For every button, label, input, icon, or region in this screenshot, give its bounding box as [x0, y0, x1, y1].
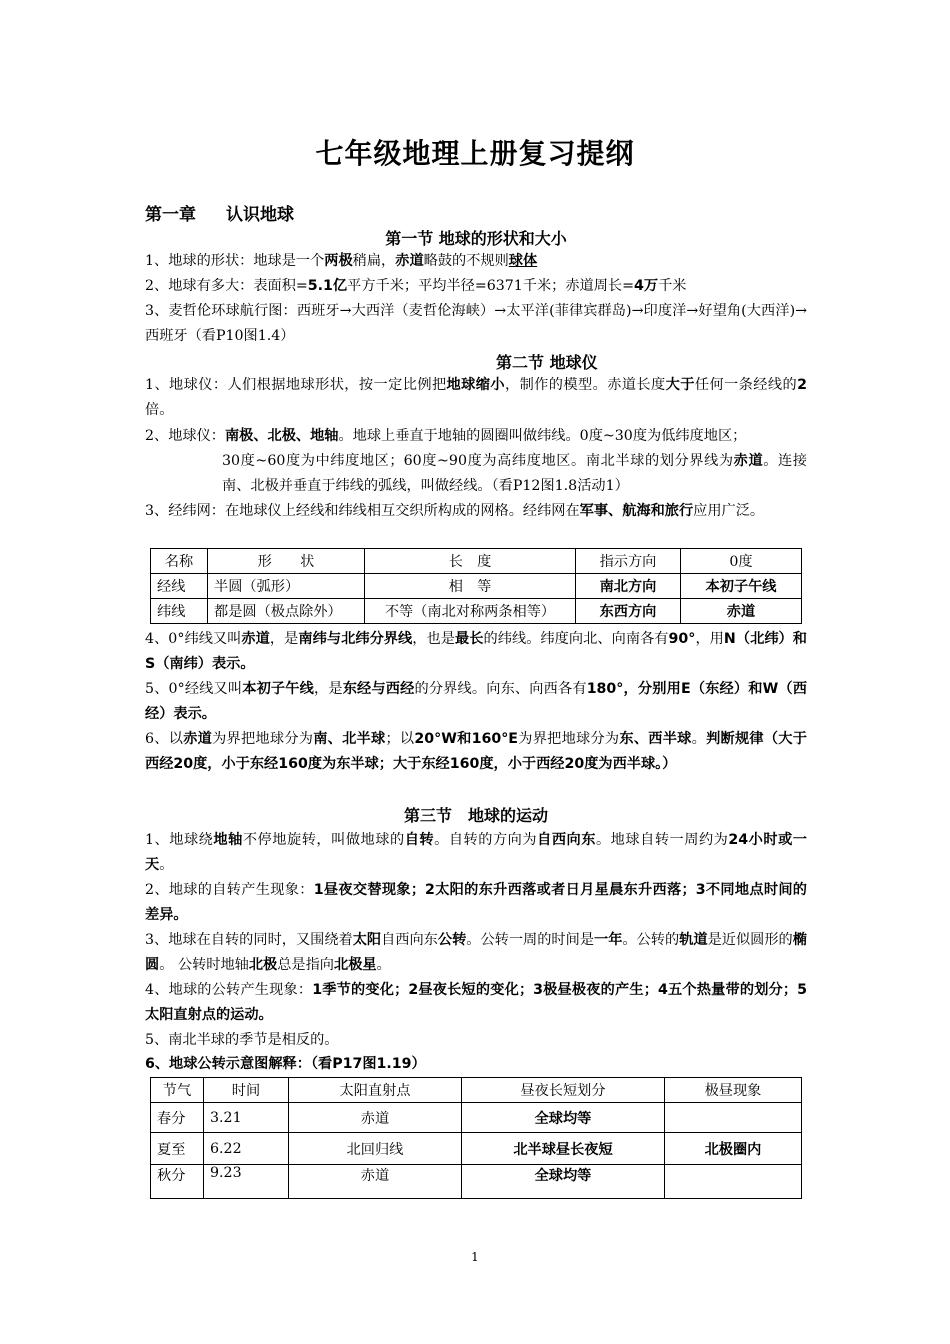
paragraph-s2-6: 6、以赤道为界把地球分为南、北半球；以20°W和160°E为界把地球分为东、西半球。判断规律（大于西经20度，小于东经160度为东半球；大于东经160度，小于西经20度为西半球。） — [145, 731, 807, 772]
seasons-table — [150, 1077, 802, 1199]
table-header-row: 名称 形 状 长 度 指示方向 0度 — [151, 549, 802, 574]
paragraph-s3-3: 3、地球在自转的同时，又围绕着太阳自西向东公转。公转一周的时间是一年。公转的轨道是近似圆形的椭圆。 公转时地轴北极总是指向北极星。 — [145, 932, 807, 973]
paragraph-s2-3: 3、经纬网：在地球仪上经线和纬线相互交织所构成的网格。经纬网在军事、航海和旅行应用广泛。 — [145, 503, 765, 519]
paragraph-s2-2: 2、地球仪：南极、北极、地轴。地球上垂直于地轴的圆圈叫做纬线。0度~30度为低纬度地区； — [145, 428, 747, 444]
paragraph-s2-1: 1、地球仪：人们根据地球形状，按一定比例把地球缩小，制作的模型。赤道长度大于任何一条经线的2倍。 — [145, 377, 807, 418]
table-header-row: 节气 时间 太阳直射点 昼夜长短划分 极昼现象 — [151, 1078, 802, 1103]
page-title: 七年级地理上册复习提纲 — [315, 137, 635, 170]
table-row: 纬线 都是圆（极点除外） 不等（南北对称两条相等） 东西方向 赤道 — [151, 599, 802, 624]
section-heading-2: 第二节 地球仪 — [496, 353, 598, 372]
chapter-heading — [145, 200, 294, 225]
table-row: 夏至 6.22 北回归线 北半球昼长夜短 北极圈内 — [151, 1133, 802, 1165]
paragraph-s1-2: 2、地球有多大：表面积=5.1亿平方千米；平均半径=6371千米；赤道周长=4万千米 — [145, 278, 687, 294]
paragraph-s3-2: 2、地球的自转产生现象：1昼夜交替现象；2太阳的东升西落或者日月星晨东升西落；3不同地点时间的差异。 — [145, 882, 807, 923]
chapter-number: 第一章 — [145, 205, 196, 225]
paragraph-s2-2-cont: 30度~60度为中纬度地区；60度~90度为高纬度地区。南北半球的划分界线为赤道。连接南、北极并垂直于纬线的弧线，叫做经线。（看P12图1.8活动1） — [222, 453, 807, 494]
page-number: 1 — [471, 1250, 479, 1264]
section-heading-3: 第三节 地球的运动 — [403, 806, 548, 825]
graticule-table — [150, 548, 802, 624]
paragraph-s3-1: 1、地球绕地轴不停地旋转，叫做地球的自转。自转的方向为自西向东。地球自转一周约为24小时或一天。 — [145, 832, 807, 873]
paragraph-s1-3: 3、麦哲伦环球航行图：西班牙→大西洋（麦哲伦海峡）→太平洋(菲律宾群岛)→印度洋→好望角(大西洋)→西班牙（看P10图1.4） — [145, 303, 807, 344]
paragraph-s2-4: 4、0°纬线又叫赤道，是南纬与北纬分界线，也是最长的纬线。纬度向北、向南各有90°，用N（北纬）和S（南纬）表示。 — [145, 631, 807, 672]
paragraph-s2-5: 5、0°经线又叫本初子午线，是东经与西经的分界线。向东、向西各有180°，分别用E（东经）和W（西经）表示。 — [145, 681, 807, 722]
section-heading-1: 第一节 地球的形状和大小 — [385, 229, 567, 248]
paragraph-s1-1: 1、地球的形状：地球是一个两极稍扁，赤道略鼓的不规则球体 — [145, 253, 538, 269]
paragraph-s3-5: 5、南北半球的季节是相反的。 — [145, 1032, 339, 1048]
table-row: 春分 3.21 赤道 全球均等 — [151, 1103, 802, 1133]
table-row: 经线 半圆（弧形） 相 等 南北方向 本初子午线 — [151, 574, 802, 599]
chapter-name: 认识地球 — [226, 205, 294, 225]
table-row: 秋分 9.23 赤道 全球均等 — [151, 1165, 802, 1199]
paragraph-s3-6: 6、地球公转示意图解释：（看P17图1.19） — [145, 1056, 426, 1072]
paragraph-s3-4: 4、地球的公转产生现象：1季节的变化；2昼夜长短的变化；3极昼极夜的产生；4五个热量带的划分；5太阳直射点的运动。 — [145, 982, 807, 1023]
